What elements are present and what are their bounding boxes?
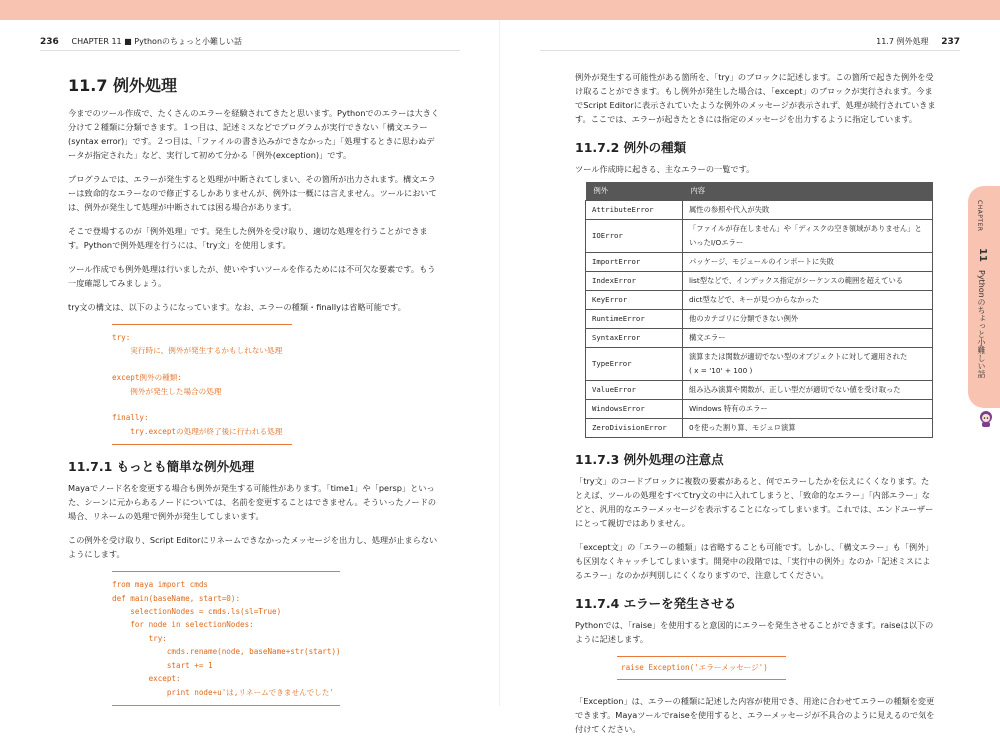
exception-name: IndexError — [586, 272, 683, 291]
paragraph: 「except文」の「エラーの種類」は省略することも可能です。しかし、「構文エラー」も「例外」も区別なくキャッチしてしまいます。開発中の段階では、「実行中の例外」なのか「記述ミスによるエラー」なのかが判別しにくくなりますので、注意してください。 — [575, 542, 934, 580]
section-heading: 11.7 例外処理 — [68, 76, 178, 95]
right-section-title: 11.7 例外処理 — [876, 37, 929, 46]
table-row — [586, 272, 933, 291]
exception-description: dict型などで、キーが見つからなかった — [683, 291, 933, 310]
paragraph: 今までのツール作成で、たくさんのエラーを経験されてきたと思います。Pythonでのエラーは大きく分けて２種類に分類できます。１つ目は、記述ミスなどでプログラムが実行できない「構文エラー(syntax error)」です。２つ目は、「ファイルの書き込みができなかった」「処理するときに思わぬデータが指定された」など、実行して初めて分かる「例外(exception)」です。 — [68, 108, 440, 160]
table-row — [586, 310, 933, 329]
exception-name: IOError — [586, 220, 683, 253]
right-header-rule — [540, 50, 960, 51]
exception-description: 構文エラー — [683, 329, 933, 348]
mascot-icon — [978, 410, 994, 428]
table-row — [586, 419, 933, 438]
exception-description: 0を使った割り算、モジュロ演算 — [683, 419, 933, 438]
code-block-try-syntax: try: 実行時に、例外が発生するかもしれない処理 except例外の種類: 例外が発生した場合の処理 finally: try.exceptの処理が終了後に行われる処理 — [112, 324, 292, 445]
paragraph: この例外を受け取り、Script Editorにリネームできなかったメッセージを出力し、処理が止まらないようにします。 — [68, 535, 438, 560]
left-running-header — [40, 36, 242, 47]
paragraph: try文の構文は、以下のようになっています。なお、エラーの種類・finallyは省略可能です。 — [68, 302, 406, 312]
exception-name: ZeroDivisionError — [586, 419, 683, 438]
subsection-heading: 11.7.4 エラーを発生させる — [575, 596, 737, 611]
code-block-raise: raise Exception('エラーメッセージ') — [617, 656, 786, 680]
exception-description: 「ファイルが存在しません」や「ディスクの空き領域がありません」といったI/Oエラー — [683, 220, 933, 253]
side-tab-chapter-label: CHAPTER — [976, 200, 983, 232]
paragraph: Pythonでは、「raise」を使用すると意図的にエラーを発生させることができます。raiseは以下のように記述します。 — [575, 620, 934, 644]
left-header-rule — [40, 50, 460, 51]
exception-name: KeyError — [586, 291, 683, 310]
exception-description: 属性の参照や代入が失敗 — [683, 201, 933, 220]
table-row — [586, 201, 933, 220]
side-tab-chapter-title: Pythonのちょっと小難しい話 — [977, 270, 986, 378]
exception-name: RuntimeError — [586, 310, 683, 329]
subsection-heading: 11.7.3 例外処理の注意点 — [575, 452, 724, 467]
paragraph: 「try文」のコードブロックに複数の要素があると、何でエラーしたかを伝えにくくなります。たとえば、ツールの処理をすべてtry文の中に入れてしまうと、「致命的なエラー」「内部エラー」などと、汎用的なエラーメッセージを表示することになってしまいます。これでは、エンドユーザーにとって親切ではありません。 — [575, 476, 934, 528]
table-row — [586, 348, 933, 381]
top-color-band — [0, 0, 1000, 20]
paragraph: 例外が発生する可能性がある箇所を、「try」のブロックに記述します。この箇所で起きた例外を受け取ることができます。もし例外が発生した場合は、「except」のブロックが実行されます。今までScript Editorに表示されていたような例外のメッセージが表示されず、処理が続行されていきます。ここでは、エラーが起きたときには指定のメッセージを出力するように指定しています。 — [575, 72, 936, 124]
paragraph: ツール作成でも例外処理は行いましたが、使いやすいツールを作るためには不可欠な要素です。もう一度確認してみましょう。 — [68, 264, 436, 288]
paragraph: 「Exception」は、エラーの種類に記述した内容が使用でき、用途に合わせてエラーの種類を変更できます。Mayaツールでraiseを使用すると、エラーメッセージが不具合のように見えるので気を付けてください。 — [575, 696, 935, 735]
exception-name: AttributeError — [586, 201, 683, 220]
exception-description: 他のカテゴリに分類できない例外 — [683, 310, 933, 329]
exception-name: SyntaxError — [586, 329, 683, 348]
exception-description: Windows 特有のエラー — [683, 400, 933, 419]
exception-description: list型などで、インデックス指定がシーケンスの範囲を超えている — [683, 272, 933, 291]
subsection-heading: 11.7.2 例外の種類 — [575, 140, 687, 155]
table-row — [586, 400, 933, 419]
left-page-body — [68, 70, 440, 716]
paragraph: プログラムでは、エラーが発生すると処理が中断されてしまい、その箇所が出力されます。構文エラーは致命的なエラーなので修正するしかありませんが、例外は一概には言えません。ツールにおいては、例外が発生して処理が中断されては困る場合があります。 — [68, 174, 437, 212]
left-chapter-title: CHAPTER 11 ■ Pythonのちょっと小難しい話 — [71, 37, 243, 46]
table-row — [586, 253, 933, 272]
paragraph: ツール作成時に起きる、主なエラーの一覧です。 — [575, 164, 755, 174]
exception-description: 演算または関数が適切でない型のオブジェクトに対して適用された ( x = '10' + 100 ) — [683, 348, 933, 381]
table-row — [586, 291, 933, 310]
paragraph: Mayaでノード名を変更する場合も例外が発生する可能性があります。「time1」や「persp」といった、シーンに元からあるノードについては、名前を変更することはできません。そういったノードの場合、リネームの処理で例外が発生してしまいます。 — [68, 483, 437, 522]
subsection-heading: 11.7.1 もっとも簡単な例外処理 — [68, 459, 255, 475]
exception-name: ValueError — [586, 381, 683, 400]
side-tab-chapter-number: 11 — [977, 248, 988, 262]
right-page-number: 237 — [941, 37, 960, 47]
exception-name: ImportError — [586, 253, 683, 272]
table-row — [586, 220, 933, 253]
table-header-exception: 例外 — [586, 182, 683, 201]
table-row — [586, 381, 933, 400]
exception-description: パッケージ、モジュールのインポートに失敗 — [683, 253, 933, 272]
exception-description: 組み込み演算や関数が、正しい型だが適切でない値を受け取った — [683, 381, 933, 400]
exception-name: WindowsError — [586, 400, 683, 419]
code-block-rename-example: from maya import cmds def main(baseName, start=0): selectionNodes = cmds.ls(sl=True) for node in selectionNodes: try: cmds.rename(node, baseName+str(start)) start += 1 except: print node+u'は,リネームできませんでした' — [112, 571, 340, 706]
table-row — [586, 329, 933, 348]
exception-table — [585, 182, 933, 438]
paragraph: そこで登場するのが「例外処理」です。発生した例外を受け取り、適切な処理を行うことができます。Pythonで例外処理を行うには、「try文」を使用します。 — [68, 226, 428, 250]
right-page-body — [575, 70, 937, 746]
table-header-description: 内容 — [683, 182, 933, 201]
right-running-header — [876, 36, 960, 47]
left-page-number: 236 — [40, 37, 59, 47]
exception-name: TypeError — [586, 348, 683, 381]
page-gutter — [499, 20, 500, 706]
